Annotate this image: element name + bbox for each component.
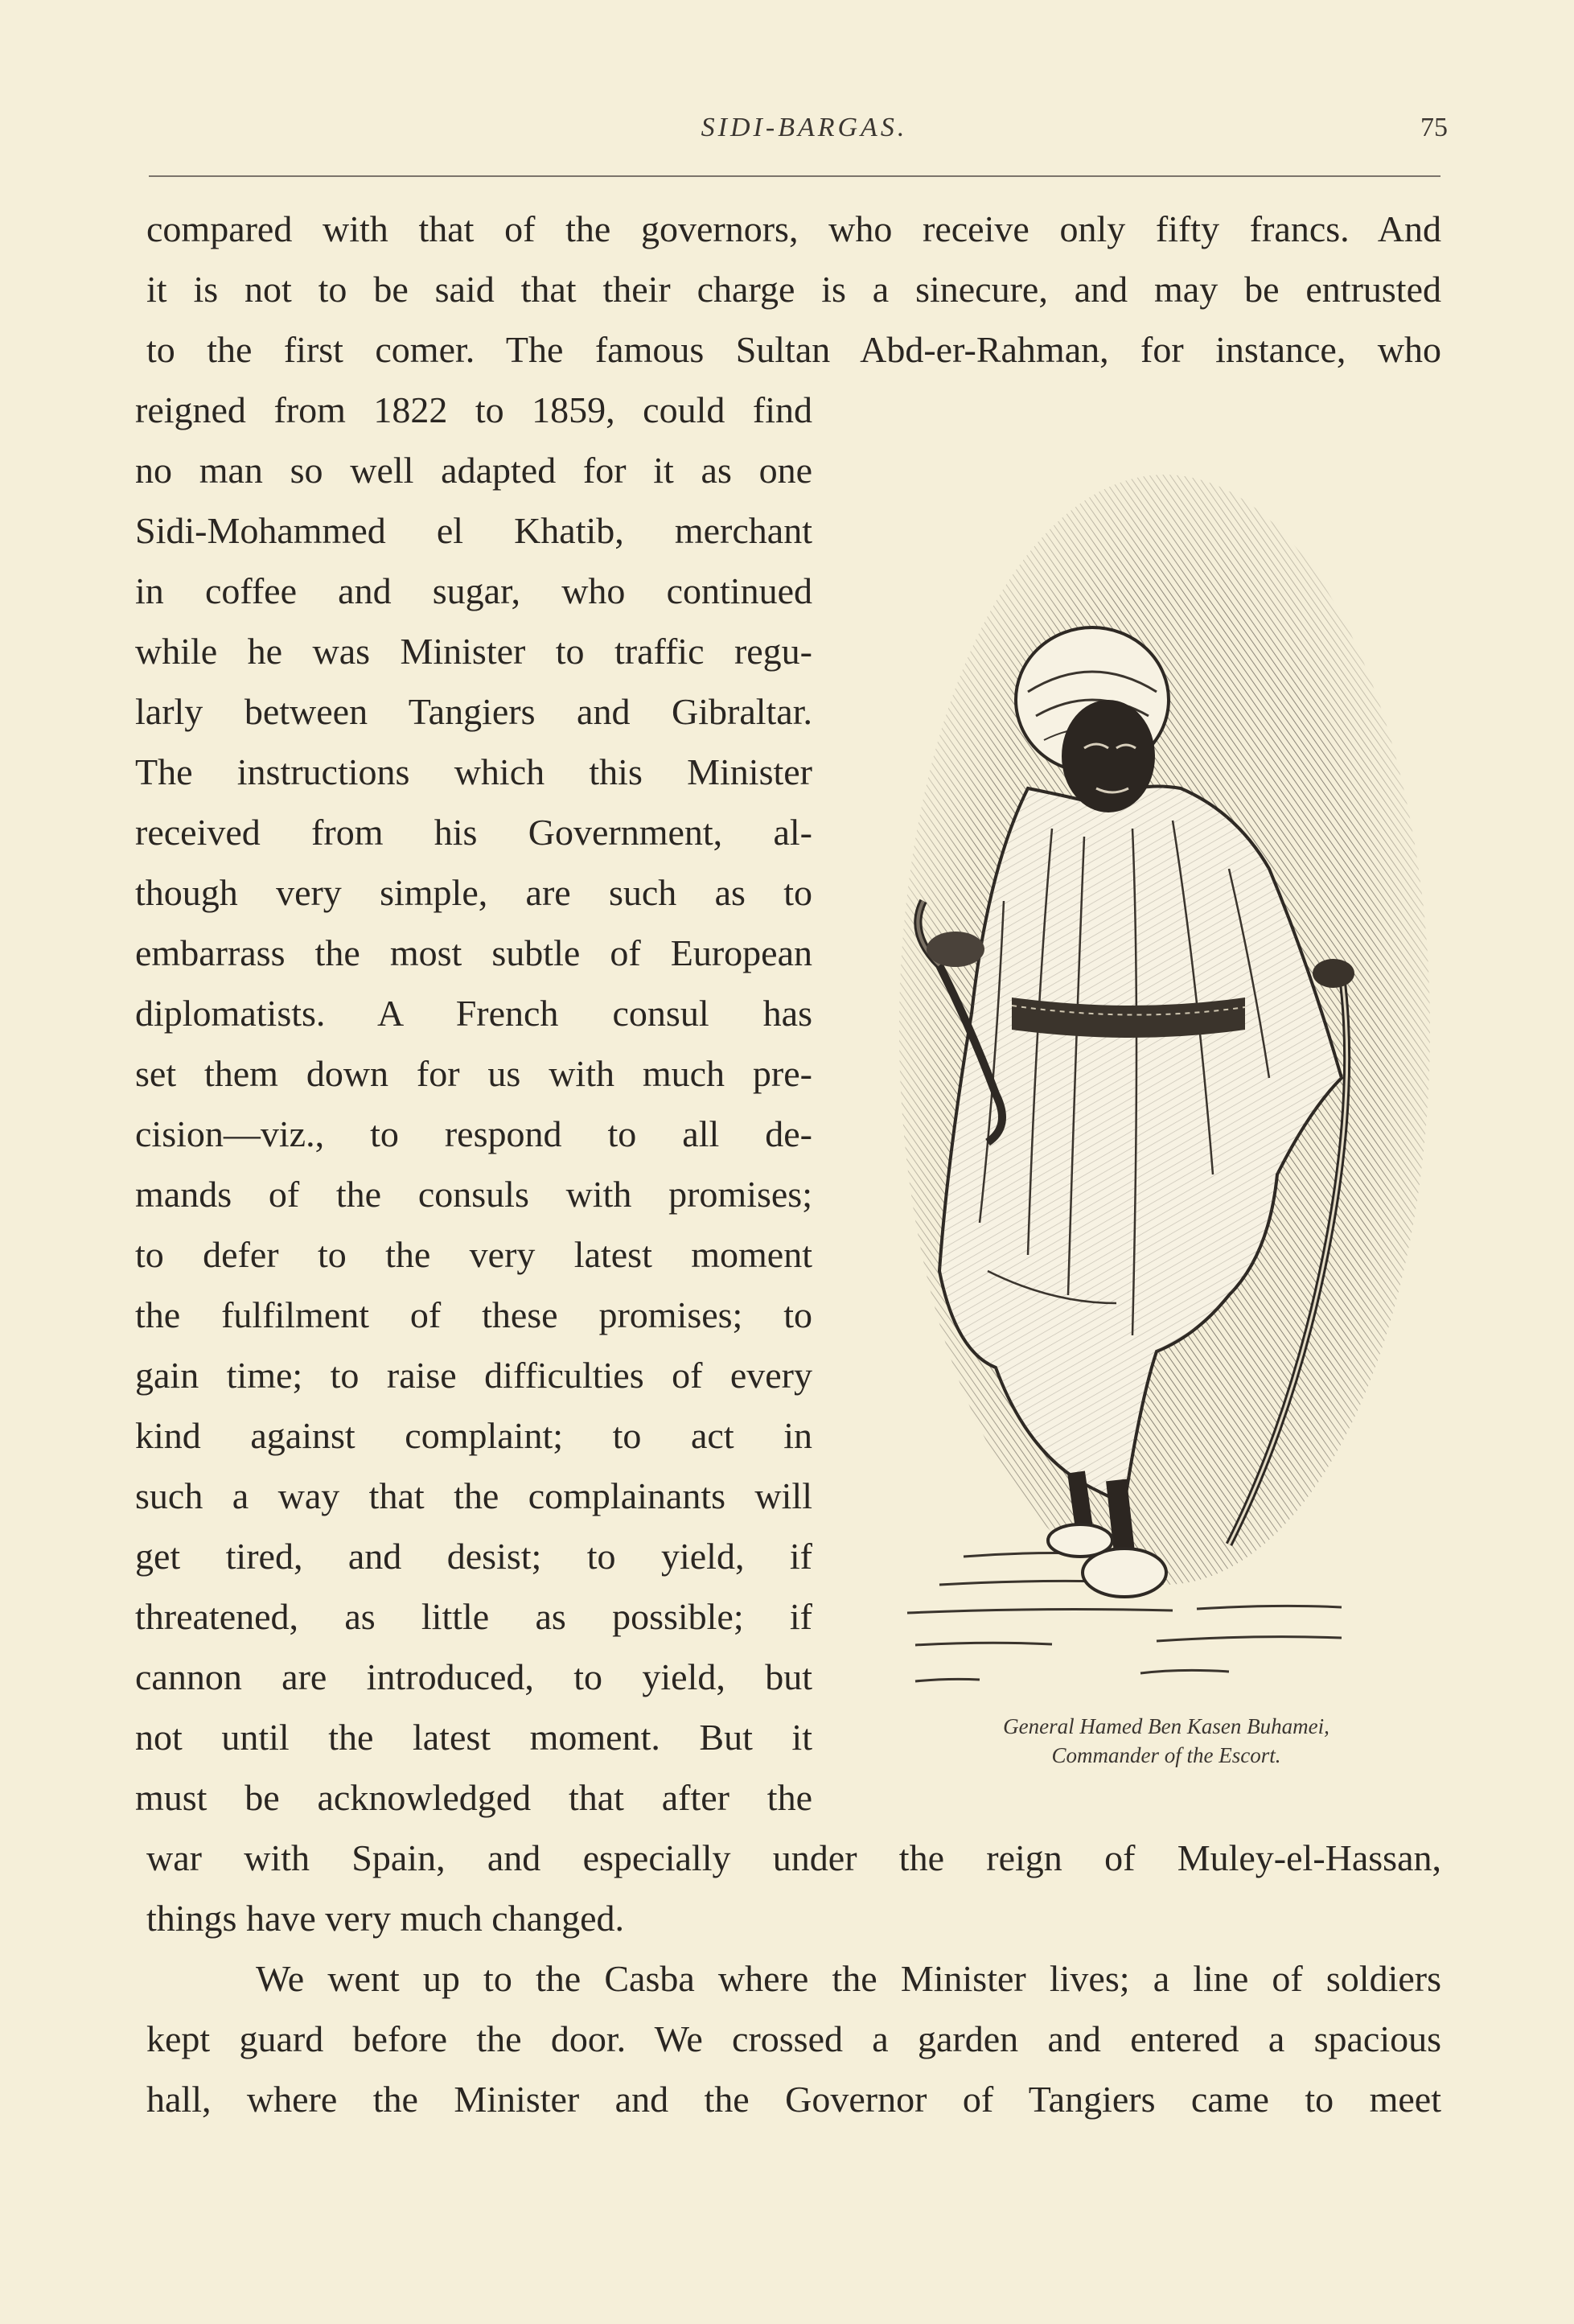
running-title: SIDI-BARGAS. (701, 113, 908, 142)
text-line: kept guard before the door. We crossed a garden and entered a spacious (146, 2018, 1441, 2059)
text-line: not until the latest moment. But it (135, 1717, 812, 1758)
caption-line: General Hamed Ben Kasen Buhamei, (1003, 1714, 1329, 1738)
text-line: set them down for us with much pre- (135, 1053, 812, 1094)
caption-line: Commander of the Escort. (1051, 1743, 1281, 1767)
text-line: cannon are introduced, to yield, but (135, 1656, 812, 1697)
text-line: diplomatists. A French consul has (135, 993, 812, 1034)
header-rule (149, 175, 1440, 177)
figure-caption (877, 1712, 1456, 1770)
text-line: cision—viz., to respond to all de- (135, 1113, 812, 1154)
text-line: war with Spain, and especially under the reign of Muley-el-Hassan, (146, 1837, 1441, 1878)
text-line: mands of the consuls with promises; (135, 1174, 812, 1215)
text-line: it is not to be said that their charge is a sinecure, and may be entrusted (146, 269, 1441, 310)
text-line: kind against complaint; to act in (135, 1415, 812, 1456)
engraving-figure (891, 450, 1438, 1689)
text-line: compared with that of the governors, who receive only fifty francs. And (146, 208, 1441, 249)
text-line: We went up to the Casba where the Minister lives; a line of soldiers (256, 1958, 1441, 1999)
text-line: things have very much changed. (146, 1898, 624, 1939)
page-number: 75 (1420, 113, 1448, 142)
text-line: received from his Government, al- (135, 812, 812, 853)
text-line: embarrass the most subtle of European (135, 932, 812, 973)
text-line: larly between Tangiers and Gibraltar. (135, 691, 812, 732)
text-line: in coffee and sugar, who continued (135, 570, 812, 611)
text-line: no man so well adapted for it as one (135, 450, 812, 491)
text-line: Sidi-Mohammed el Khatib, merchant (135, 510, 812, 551)
text-line: gain time; to raise difficulties of every (135, 1355, 812, 1396)
text-line: while he was Minister to traffic regu- (135, 631, 812, 672)
text-line: to the first comer. The famous Sultan Abd-er-Rahman, for instance, who (146, 329, 1441, 370)
text-line: such a way that the complainants will (135, 1475, 812, 1516)
general-portrait-illustration (891, 450, 1438, 1689)
text-line: the fulfilment of these promises; to (135, 1294, 812, 1335)
text-line: must be acknowledged that after the (135, 1777, 812, 1818)
running-head (0, 113, 1574, 153)
text-line: get tired, and desist; to yield, if (135, 1536, 812, 1577)
text-line: hall, where the Minister and the Governor of Tangiers came to meet (146, 2079, 1441, 2120)
text-line: The instructions which this Minister (135, 751, 812, 792)
text-line: to defer to the very latest moment (135, 1234, 812, 1275)
text-line: reigned from 1822 to 1859, could find (135, 389, 812, 430)
text-line: though very simple, are such as to (135, 872, 812, 913)
text-line: threatened, as little as possible; if (135, 1596, 812, 1637)
